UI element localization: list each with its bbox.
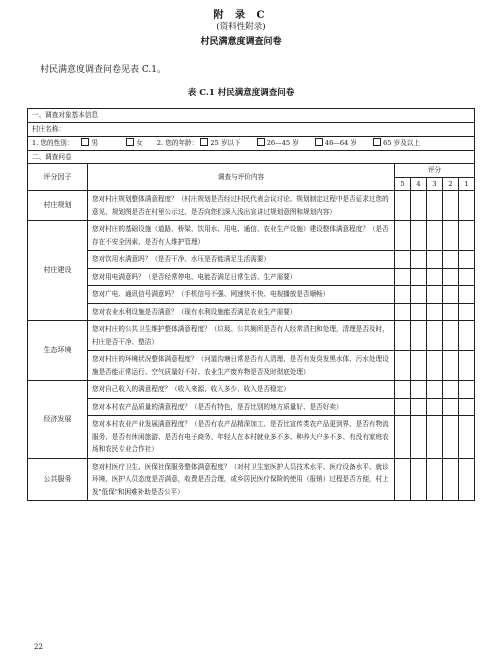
- header-factor: 评分因子: [28, 164, 88, 191]
- age-option-checkbox[interactable]: [200, 138, 208, 146]
- score-cell[interactable]: [395, 381, 411, 399]
- gender-label: 1. 您的性别：: [32, 138, 74, 147]
- age-option-label: 46—64 岁: [324, 138, 357, 147]
- age-option-checkbox[interactable]: [315, 138, 323, 146]
- score-cell[interactable]: [443, 286, 459, 304]
- header-score: 评分: [395, 164, 475, 178]
- survey-table: [27, 108, 475, 501]
- question-text: 您对广电、通讯信号满意吗？（手机信号不强、网速快不快、电视播放是否顺畅）: [88, 286, 395, 304]
- age-option-checkbox[interactable]: [257, 138, 265, 146]
- score-cell[interactable]: [427, 191, 443, 221]
- question-row: [28, 416, 475, 459]
- score-header-cell: 2: [443, 177, 459, 191]
- appendix-heading: 附 录 C: [213, 10, 269, 21]
- table-caption: 表 C.1 村民满意度调查问卷: [187, 88, 295, 98]
- question-text: 您对自己收入的满意程度？（收入来源、收入多少、收入是否稳定）: [88, 381, 395, 399]
- score-cell[interactable]: [395, 351, 411, 381]
- score-cell[interactable]: [443, 303, 459, 321]
- question-text: 您对本村农产品质量的满意程度？（是否有特色，是否比别的地方质量好、是否好卖）: [88, 398, 395, 416]
- score-cell[interactable]: [411, 381, 427, 399]
- score-cell[interactable]: [411, 416, 427, 459]
- score-cell[interactable]: [395, 251, 411, 269]
- score-cell[interactable]: [427, 221, 443, 251]
- question-text: 您对村庄的环境状况整体满意程度？（河道沟塘日常是否有人清理、是否有发臭发黑水体、污水处理设施是否能正常运行、空气质量好不好、农业生产废弃物是否及时彻底处理）: [88, 351, 395, 381]
- score-cell[interactable]: [459, 303, 475, 321]
- score-cell[interactable]: [411, 286, 427, 304]
- score-cell[interactable]: [459, 351, 475, 381]
- header-content: 调查与评价内容: [88, 164, 395, 191]
- factor-cell: 村庄规划: [28, 191, 88, 221]
- score-cell[interactable]: [427, 268, 443, 286]
- score-cell[interactable]: [459, 458, 475, 501]
- age-option-label: 26—45 岁: [266, 138, 299, 147]
- score-cell[interactable]: [427, 351, 443, 381]
- question-row: [28, 286, 475, 304]
- score-cell[interactable]: [443, 458, 459, 501]
- question-row: [28, 221, 475, 251]
- score-cell[interactable]: [427, 286, 443, 304]
- score-header-cell: 4: [411, 177, 427, 191]
- question-row: [28, 251, 475, 269]
- question-text: 您对村庄的基础设施（道路、桥梁、饮用水、用电、通信、农业生产设施）建设整体满意程度？（是否存在不安全因素、是否有人维护管理）: [88, 221, 395, 251]
- score-cell[interactable]: [411, 351, 427, 381]
- score-cell[interactable]: [443, 221, 459, 251]
- score-cell[interactable]: [395, 268, 411, 286]
- score-cell[interactable]: [411, 398, 427, 416]
- question-row: [28, 268, 475, 286]
- score-cell[interactable]: [427, 416, 443, 459]
- score-cell[interactable]: [443, 398, 459, 416]
- score-header-cell: 5: [395, 177, 411, 191]
- score-cell[interactable]: [395, 416, 411, 459]
- appendix-note: (资料性附录): [216, 22, 266, 32]
- score-cell[interactable]: [459, 268, 475, 286]
- age-option-label: 25 岁以下: [210, 138, 241, 147]
- factor-cell: 村庄建设: [28, 221, 88, 321]
- score-cell[interactable]: [443, 351, 459, 381]
- score-cell[interactable]: [395, 321, 411, 351]
- question-row: [28, 398, 475, 416]
- score-cell[interactable]: [459, 191, 475, 221]
- factor-cell: 生态环境: [28, 321, 88, 381]
- gender-female-checkbox[interactable]: [126, 138, 134, 146]
- age-option-label: 65 岁及以上: [383, 138, 420, 147]
- question-row: [28, 458, 475, 501]
- gender-age-row: [28, 136, 475, 150]
- village-name-field[interactable]: 村庄名称：: [28, 122, 475, 136]
- section-survey: 二、调查问卷: [28, 150, 475, 164]
- score-cell[interactable]: [459, 381, 475, 399]
- section-basic-info: 一、调查对象基本信息: [28, 109, 475, 123]
- score-cell[interactable]: [443, 251, 459, 269]
- score-cell[interactable]: [395, 286, 411, 304]
- score-cell[interactable]: [411, 303, 427, 321]
- score-cell[interactable]: [395, 303, 411, 321]
- gender-male-label: 男: [91, 138, 99, 147]
- question-text: 您对饮用水满意吗？（是否干净、水压是否能满足生活需要）: [88, 251, 395, 269]
- gender-female-label: 女: [136, 138, 143, 147]
- question-text: 您对本村农业产业发展满意程度？（是否有农产品精深加工、是否比宣传类农产品更到界、是否有物流服务、是否有休闲旅游、是否有电子商务、年轻人在本村就业多不多、种养大户多不多、有没有家庭农场和农民专业合作社）: [88, 416, 395, 459]
- score-cell[interactable]: [395, 191, 411, 221]
- score-cell[interactable]: [443, 416, 459, 459]
- score-cell[interactable]: [411, 191, 427, 221]
- score-cell[interactable]: [459, 286, 475, 304]
- question-row: [28, 321, 475, 351]
- score-cell[interactable]: [395, 221, 411, 251]
- page-number: 22: [34, 643, 43, 651]
- question-text: 您对农业水利设施是否满意？（现有水利设施能否满足农业生产需要）: [88, 303, 395, 321]
- score-cell[interactable]: [427, 303, 443, 321]
- score-cell[interactable]: [427, 458, 443, 501]
- score-cell[interactable]: [459, 221, 475, 251]
- score-header-cell: 3: [427, 177, 443, 191]
- question-row: [28, 351, 475, 381]
- question-text: 您对村庄的公共卫生维护整体满意程度？（垃圾、公共厕所是否有人经常清扫和处理，清理是否及时，村庄是否干净、整洁）: [88, 321, 395, 351]
- score-cell[interactable]: [443, 268, 459, 286]
- score-header-cell: 1: [459, 177, 475, 191]
- score-cell[interactable]: [395, 398, 411, 416]
- score-cell[interactable]: [459, 321, 475, 351]
- score-cell[interactable]: [427, 381, 443, 399]
- score-cell[interactable]: [443, 191, 459, 221]
- score-cell[interactable]: [411, 251, 427, 269]
- factor-cell: 经济发展: [28, 381, 88, 459]
- score-cell[interactable]: [411, 268, 427, 286]
- score-cell[interactable]: [411, 458, 427, 501]
- age-label: 2. 您的年龄：: [156, 138, 199, 147]
- score-cell[interactable]: [427, 251, 443, 269]
- question-row: [28, 381, 475, 399]
- score-cell[interactable]: [411, 221, 427, 251]
- question-row: [28, 191, 475, 221]
- age-option-checkbox[interactable]: [373, 138, 381, 146]
- score-cell[interactable]: [459, 251, 475, 269]
- score-cell[interactable]: [443, 381, 459, 399]
- question-text: 您对用电满意吗？（是否经常停电、电能否满足日常生活、生产需要）: [88, 268, 395, 286]
- score-cell[interactable]: [427, 398, 443, 416]
- factor-cell: 公共服务: [28, 458, 88, 501]
- score-cell[interactable]: [395, 458, 411, 501]
- score-cell[interactable]: [459, 416, 475, 459]
- gender-male-checkbox[interactable]: [81, 138, 89, 146]
- intro-text: 村民满意度调查问卷见表 C.1。: [40, 65, 167, 75]
- score-cell[interactable]: [427, 321, 443, 351]
- score-cell[interactable]: [459, 398, 475, 416]
- score-cell[interactable]: [443, 321, 459, 351]
- score-cell[interactable]: [411, 321, 427, 351]
- document-title: 村民满意度调查问卷: [200, 37, 282, 47]
- question-text: 您对村庄规划整体满意程度？（村庄规划是否经过村民代表会议讨论、规划制定过程中是否征求过您的意见、规划图是否在村里公示过、是否向您们深入浅出宣讲过规划意图和规划内容）: [88, 191, 395, 221]
- question-row: [28, 303, 475, 321]
- question-text: 您对村医疗卫生、医保社保服务整体满意程度？（对村卫生室医护人员技术水平、医疗设备水平、就诊环境、医护人员态度是否满意，收费是否合理，或乡居民医疗保险的使用（报销）过程是否方便，村上发"低保"和困难补助是否公平）: [88, 458, 395, 501]
